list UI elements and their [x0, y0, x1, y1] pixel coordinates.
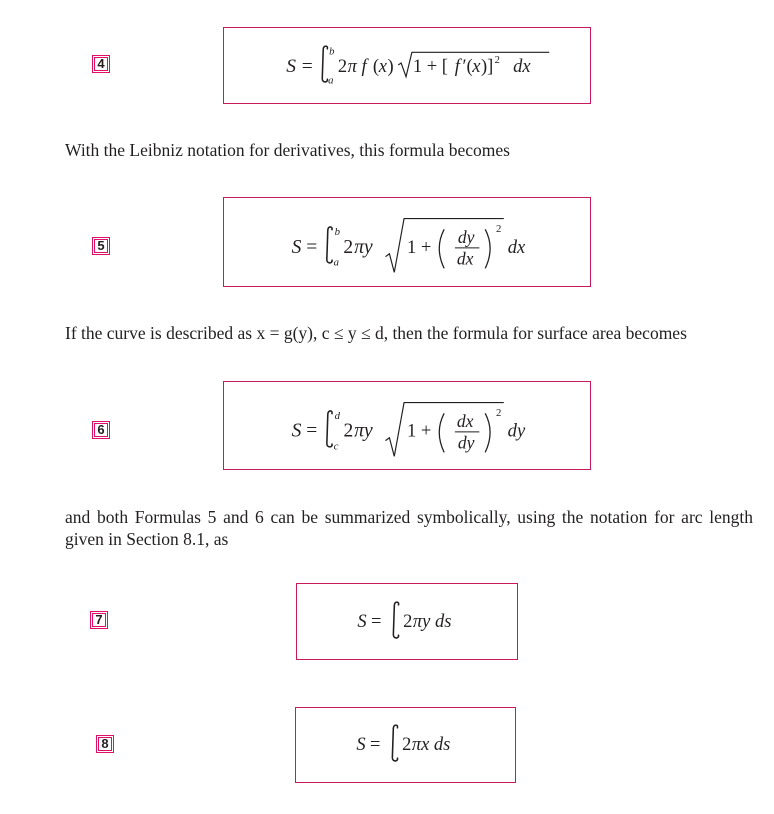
formula-box: [223, 197, 591, 287]
svg-text:dx: dx: [456, 410, 474, 431]
formula-number-badge: 7: [90, 611, 108, 629]
svg-text:2: 2: [495, 407, 502, 420]
svg-text:b: b: [329, 45, 335, 58]
formula-box: [223, 381, 591, 470]
svg-text:x: x: [472, 56, 481, 77]
svg-text:S: S: [291, 420, 302, 442]
formula-box: [295, 707, 516, 783]
surface-area-formula-5: [224, 198, 590, 286]
svg-text:πy: πy: [354, 420, 373, 442]
svg-text:x: x: [378, 56, 387, 77]
svg-text:a: a: [333, 256, 340, 269]
svg-text:S: S: [286, 55, 296, 77]
svg-text:π f: π f: [347, 56, 367, 77]
svg-text:=: =: [369, 734, 381, 755]
svg-text:=: =: [306, 420, 318, 442]
surface-area-formula-7: [297, 584, 517, 659]
svg-text:=: =: [306, 236, 318, 258]
surface-area-formula-6: [224, 382, 590, 469]
svg-text:dy: dy: [457, 432, 475, 453]
surface-area-formula-4: [224, 28, 590, 103]
svg-text:b: b: [334, 226, 341, 239]
svg-text:πy ds: πy ds: [412, 611, 452, 632]
svg-text:2: 2: [343, 420, 354, 442]
svg-text:a: a: [328, 74, 334, 87]
svg-text:2: 2: [337, 56, 348, 77]
formula-number-badge: 5: [92, 237, 110, 255]
formula-number-badge: 4: [92, 55, 110, 73]
svg-text:1 + [: 1 + [: [412, 56, 448, 77]
surface-area-formula-8: [296, 708, 515, 782]
svg-text:2: 2: [495, 223, 502, 236]
svg-text:): ): [387, 56, 394, 77]
svg-text:=: =: [370, 611, 382, 632]
formula-box: [223, 27, 591, 104]
svg-text:2: 2: [403, 611, 413, 632]
formula-box: [296, 583, 518, 660]
svg-text:S: S: [357, 611, 367, 632]
summary-paragraph: and both Formulas 5 and 6 can be summarized symbolically, using the notation for arc length given in Section 8.1, as: [65, 507, 753, 549]
curve-x-of-y-sentence: If the curve is described as x = g(y), c ≤ y ≤ d, then the formula for surface area becomes: [65, 323, 687, 343]
svg-text:1 +: 1 +: [407, 236, 432, 258]
svg-text:2: 2: [494, 54, 501, 67]
svg-text:=: =: [301, 55, 313, 77]
svg-text:dy: dy: [457, 226, 475, 247]
leibniz-sentence: With the Leibniz notation for derivatives, this formula becomes: [65, 140, 510, 160]
svg-text:dx: dx: [456, 248, 474, 269]
svg-text:′(: ′(: [462, 56, 473, 77]
svg-text:dx: dx: [513, 56, 531, 77]
svg-text:d: d: [334, 410, 341, 423]
svg-text:S: S: [356, 734, 366, 755]
svg-text:πx ds: πx ds: [411, 734, 451, 755]
svg-text:dx: dx: [507, 236, 526, 258]
svg-text:2: 2: [402, 734, 412, 755]
formula-number-badge: 6: [92, 421, 110, 439]
svg-text:πy: πy: [354, 236, 373, 258]
svg-text:S: S: [291, 236, 302, 258]
svg-text:1 +: 1 +: [407, 420, 432, 442]
svg-text:f: f: [454, 56, 460, 77]
svg-text:(: (: [372, 56, 380, 77]
svg-text:dy: dy: [507, 420, 526, 442]
svg-text:)]: )]: [481, 56, 494, 77]
formula-number-badge: 8: [96, 735, 114, 753]
svg-text:c: c: [333, 440, 339, 453]
svg-text:2: 2: [343, 236, 354, 258]
